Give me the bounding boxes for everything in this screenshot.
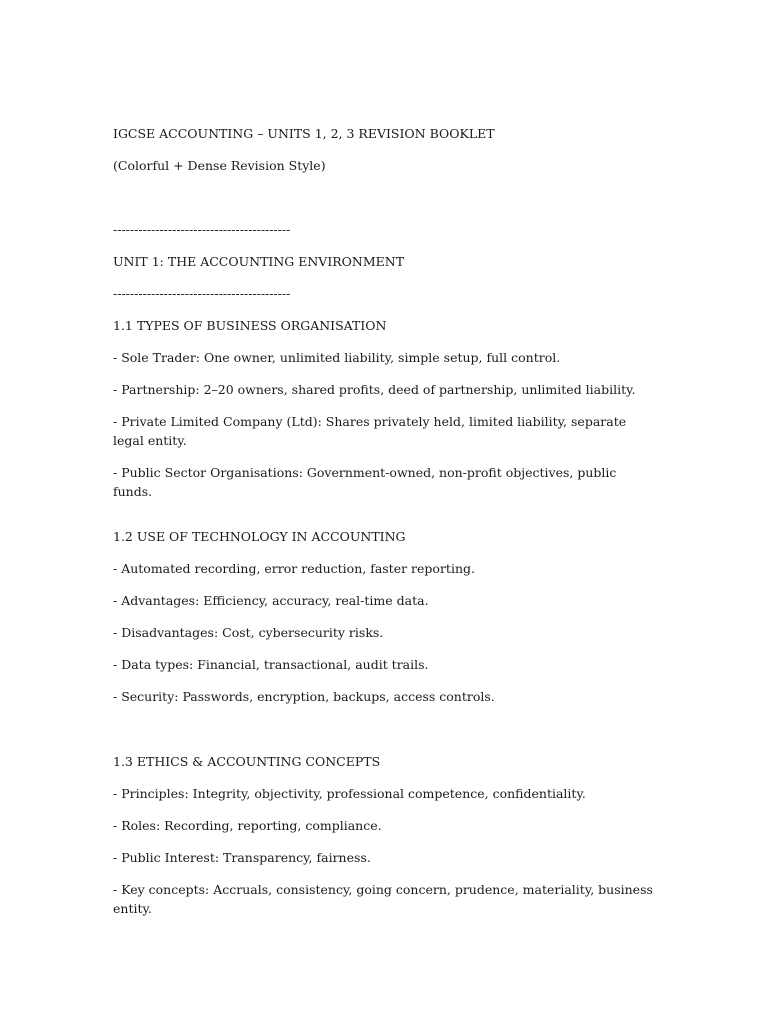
list-item: - Private Limited Company (Ltd): Shares privately held, limited liability, separate legal entity. — [113, 414, 627, 448]
unit-heading: UNIT 1: THE ACCOUNTING ENVIRONMENT — [113, 254, 405, 269]
list-item: - Sole Trader: One owner, unlimited liability, simple setup, full control. — [113, 350, 561, 365]
list-item: - Roles: Recording, reporting, compliance. — [113, 818, 382, 833]
list-item: - Public Interest: Transparency, fairness. — [113, 850, 371, 865]
document-title: IGCSE ACCOUNTING – UNITS 1, 2, 3 REVISION BOOKLET — [113, 126, 495, 141]
list-item: - Security: Passwords, encryption, backups, access controls. — [113, 689, 495, 704]
list-item: - Data types: Financial, transactional, audit trails. — [113, 657, 429, 672]
list-item: - Principles: Integrity, objectivity, professional competence, confidentiality. — [113, 786, 586, 801]
list-item: - Public Sector Organisations: Government-owned, non-profit objectives, public funds. — [113, 465, 617, 499]
list-item: - Partnership: 2–20 owners, shared profits, deed of partnership, unlimited liability. — [113, 382, 636, 397]
list-item: - Automated recording, error reduction, faster reporting. — [113, 561, 475, 576]
section-heading: 1.1 TYPES OF BUSINESS ORGANISATION — [113, 318, 387, 333]
list-item: - Key concepts: Accruals, consistency, going concern, prudence, materiality, business entity. — [113, 882, 653, 916]
divider-top: ------------------------------------------ — [113, 222, 291, 237]
divider-bottom: ------------------------------------------ — [113, 286, 291, 301]
section-heading: 1.2 USE OF TECHNOLOGY IN ACCOUNTING — [113, 529, 406, 544]
document-subtitle: (Colorful + Dense Revision Style) — [113, 158, 326, 173]
section-heading: 1.3 ETHICS & ACCOUNTING CONCEPTS — [113, 754, 381, 769]
list-item: - Disadvantages: Cost, cybersecurity risks. — [113, 625, 384, 640]
list-item: - Advantages: Efficiency, accuracy, real-time data. — [113, 593, 429, 608]
